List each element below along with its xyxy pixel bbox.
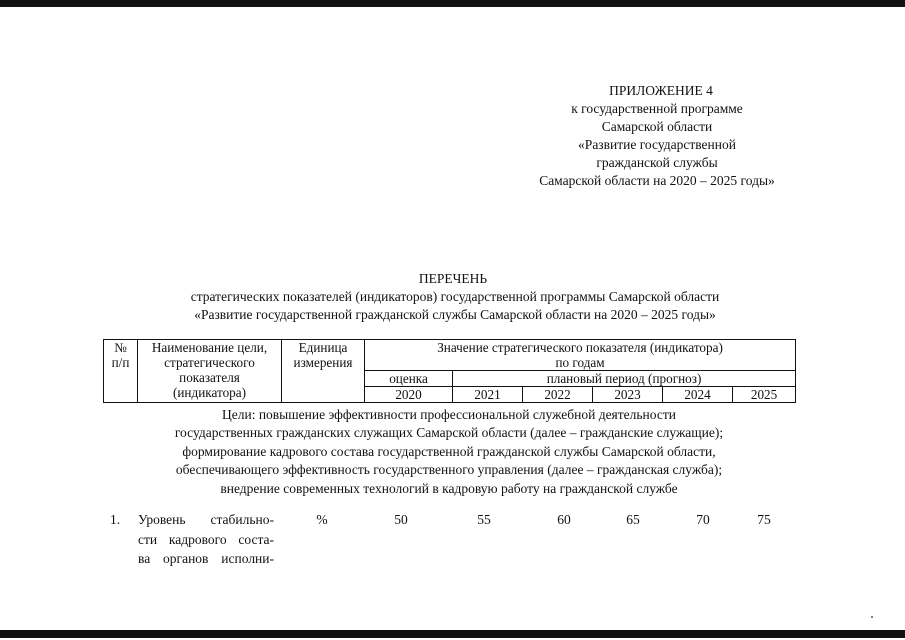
header-planned-period: плановый период (прогноз)	[453, 371, 796, 387]
header-estimate: оценка	[365, 371, 453, 387]
header-unit: Единица измерения	[282, 340, 365, 403]
goals-line: государственных гражданских служащих Самарской области (далее – гражданские служащие);	[174, 425, 724, 441]
document-subtitle: «Развитие государственной гражданской службы Самарской области на 2020 – 2025 годы»	[194, 307, 716, 322]
row-value: 65	[626, 512, 640, 527]
row-value: 55	[477, 512, 491, 527]
top-border	[0, 0, 905, 7]
header-number: № п/п	[104, 340, 138, 403]
appendix-line: «Развитие государственной	[578, 137, 736, 152]
row-number: 1.	[110, 512, 121, 527]
year-cell: 2021	[453, 387, 523, 403]
appendix-line: к государственной программе	[571, 101, 743, 116]
row-name-line: сти кадрового соста-	[138, 531, 274, 547]
year-cell: 2022	[523, 387, 593, 403]
header-values: Значение стратегического показателя (индикатора) по годам	[365, 340, 796, 371]
header-name: Наименование цели, стратегического показателя (индикатора)	[138, 340, 282, 403]
document-title: ПЕРЕЧЕНЬ	[418, 271, 488, 286]
row-value: 70	[696, 512, 710, 527]
appendix-line: Самарской области на 2020 – 2025 годы»	[539, 173, 775, 188]
goals-line: Цели: повышение эффективности профессиональной служебной деятельности	[222, 407, 676, 422]
goals-line: обеспечивающего эффективность государственного управления (далее – гражданская служба);	[175, 462, 723, 478]
year-cell: 2020	[365, 387, 453, 403]
year-cell: 2023	[593, 387, 663, 403]
row-name-line: Уровень стабильно-	[138, 512, 274, 527]
appendix-line: гражданской службы	[596, 155, 718, 170]
year-cell: 2025	[733, 387, 796, 403]
goals-line: внедрение современных технологий в кадровую работу на гражданской службе	[220, 480, 678, 496]
appendix-line: Самарской области	[601, 119, 713, 134]
year-cell: 2024	[663, 387, 733, 403]
goals-line: формирование кадрового состава государственной гражданской службы Самарской области,	[182, 443, 716, 459]
row-value: 50	[394, 512, 408, 527]
scan-speck	[871, 616, 873, 618]
goals-text	[103, 406, 795, 498]
bottom-border	[0, 630, 905, 638]
indicators-table	[103, 339, 796, 403]
document-subtitle: стратегических показателей (индикаторов) государственной программы Самарской области	[190, 289, 720, 304]
row-value: 60	[557, 512, 571, 527]
row-name-line: ва органов исполни-	[138, 551, 274, 566]
appendix-title: ПРИЛОЖЕНИЕ 4	[609, 83, 713, 98]
row-unit: %	[316, 512, 328, 527]
row-value: 75	[757, 512, 771, 527]
